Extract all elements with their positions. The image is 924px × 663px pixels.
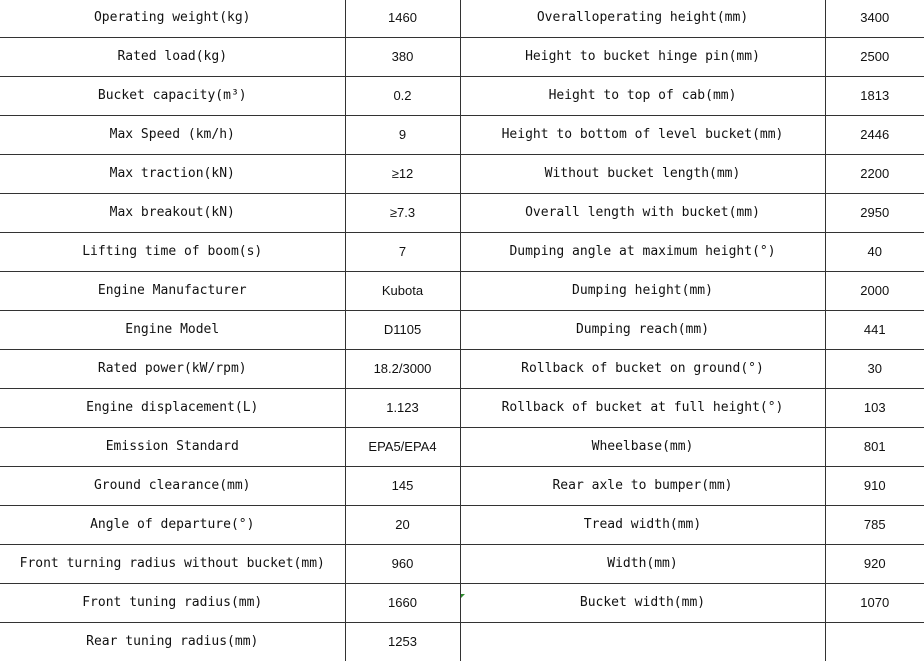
right-label-cell: Width(mm) xyxy=(460,544,825,583)
left-value-cell: 1460 xyxy=(345,0,460,37)
left-label-cell: Rated load(kg) xyxy=(0,37,345,76)
spec-row xyxy=(0,349,924,388)
left-label-cell: Engine Manufacturer xyxy=(0,271,345,310)
left-value-cell: 1.123 xyxy=(345,388,460,427)
right-label-cell: Overalloperating height(mm) xyxy=(460,0,825,37)
cell-comment-marker xyxy=(461,594,465,598)
right-label-cell: Wheelbase(mm) xyxy=(460,427,825,466)
right-label-cell: Rollback of bucket on ground(°) xyxy=(460,349,825,388)
right-label-cell xyxy=(460,622,825,661)
right-label-cell: Bucket width(mm) xyxy=(460,583,825,622)
spec-row xyxy=(0,583,924,622)
left-label-cell: Max Speed (km/h) xyxy=(0,115,345,154)
left-value-cell: 1253 xyxy=(345,622,460,661)
right-label-cell: Rollback of bucket at full height(°) xyxy=(460,388,825,427)
spec-row xyxy=(0,154,924,193)
right-value-cell xyxy=(825,622,924,661)
left-value-cell: 18.2/3000 xyxy=(345,349,460,388)
left-value-cell: Kubota xyxy=(345,271,460,310)
right-value-cell: 1070 xyxy=(825,583,924,622)
spec-row xyxy=(0,271,924,310)
left-label-cell: Max breakout(kN) xyxy=(0,193,345,232)
left-value-cell: 1660 xyxy=(345,583,460,622)
left-label-cell: Lifting time of boom(s) xyxy=(0,232,345,271)
right-label-cell: Rear axle to bumper(mm) xyxy=(460,466,825,505)
right-label-cell: Without bucket length(mm) xyxy=(460,154,825,193)
right-value-cell: 2500 xyxy=(825,37,924,76)
right-label-cell: Dumping angle at maximum height(°) xyxy=(460,232,825,271)
spec-row xyxy=(0,0,924,37)
right-value-cell: 441 xyxy=(825,310,924,349)
left-value-cell: 0.2 xyxy=(345,76,460,115)
right-value-cell: 801 xyxy=(825,427,924,466)
left-label-cell: Engine Model xyxy=(0,310,345,349)
right-label-cell: Height to top of cab(mm) xyxy=(460,76,825,115)
left-value-cell: 145 xyxy=(345,466,460,505)
right-label-cell: Height to bucket hinge pin(mm) xyxy=(460,37,825,76)
right-value-cell: 2000 xyxy=(825,271,924,310)
right-value-cell: 1813 xyxy=(825,76,924,115)
right-value-cell: 2950 xyxy=(825,193,924,232)
right-value-cell: 30 xyxy=(825,349,924,388)
left-value-cell: 380 xyxy=(345,37,460,76)
spec-row xyxy=(0,232,924,271)
spec-row xyxy=(0,193,924,232)
right-label-cell: Tread width(mm) xyxy=(460,505,825,544)
right-value-cell: 3400 xyxy=(825,0,924,37)
right-value-cell: 103 xyxy=(825,388,924,427)
right-value-cell: 910 xyxy=(825,466,924,505)
right-value-cell: 785 xyxy=(825,505,924,544)
right-label-cell: Dumping height(mm) xyxy=(460,271,825,310)
left-label-cell: Front turning radius without bucket(mm) xyxy=(0,544,345,583)
spec-row xyxy=(0,544,924,583)
left-value-cell: 7 xyxy=(345,232,460,271)
right-value-cell: 2446 xyxy=(825,115,924,154)
left-label-cell: Max traction(kN) xyxy=(0,154,345,193)
left-label-cell: Rear tuning radius(mm) xyxy=(0,622,345,661)
right-value-cell: 2200 xyxy=(825,154,924,193)
left-label-cell: Operating weight(kg) xyxy=(0,0,345,37)
left-value-cell: 960 xyxy=(345,544,460,583)
left-label-cell: Angle of departure(°) xyxy=(0,505,345,544)
left-label-cell: Front tuning radius(mm) xyxy=(0,583,345,622)
right-label-cell: Height to bottom of level bucket(mm) xyxy=(460,115,825,154)
left-value-cell: ≥12 xyxy=(345,154,460,193)
left-label-cell: Engine displacement(L) xyxy=(0,388,345,427)
right-label-cell: Dumping reach(mm) xyxy=(460,310,825,349)
spec-row xyxy=(0,310,924,349)
left-label-cell: Rated power(kW/rpm) xyxy=(0,349,345,388)
right-value-cell: 920 xyxy=(825,544,924,583)
left-label-cell: Emission Standard xyxy=(0,427,345,466)
left-value-cell: EPA5/EPA4 xyxy=(345,427,460,466)
left-label-cell: Bucket capacity(m³) xyxy=(0,76,345,115)
left-value-cell: 9 xyxy=(345,115,460,154)
left-label-cell: Ground clearance(mm) xyxy=(0,466,345,505)
spec-row xyxy=(0,388,924,427)
spec-row xyxy=(0,76,924,115)
spec-row xyxy=(0,37,924,76)
right-value-cell: 40 xyxy=(825,232,924,271)
right-label-cell: Overall length with bucket(mm) xyxy=(460,193,825,232)
spec-row xyxy=(0,505,924,544)
spec-row xyxy=(0,427,924,466)
spec-row xyxy=(0,466,924,505)
left-value-cell: D1105 xyxy=(345,310,460,349)
left-value-cell: 20 xyxy=(345,505,460,544)
spec-row xyxy=(0,622,924,661)
spec-row xyxy=(0,115,924,154)
left-value-cell: ≥7.3 xyxy=(345,193,460,232)
